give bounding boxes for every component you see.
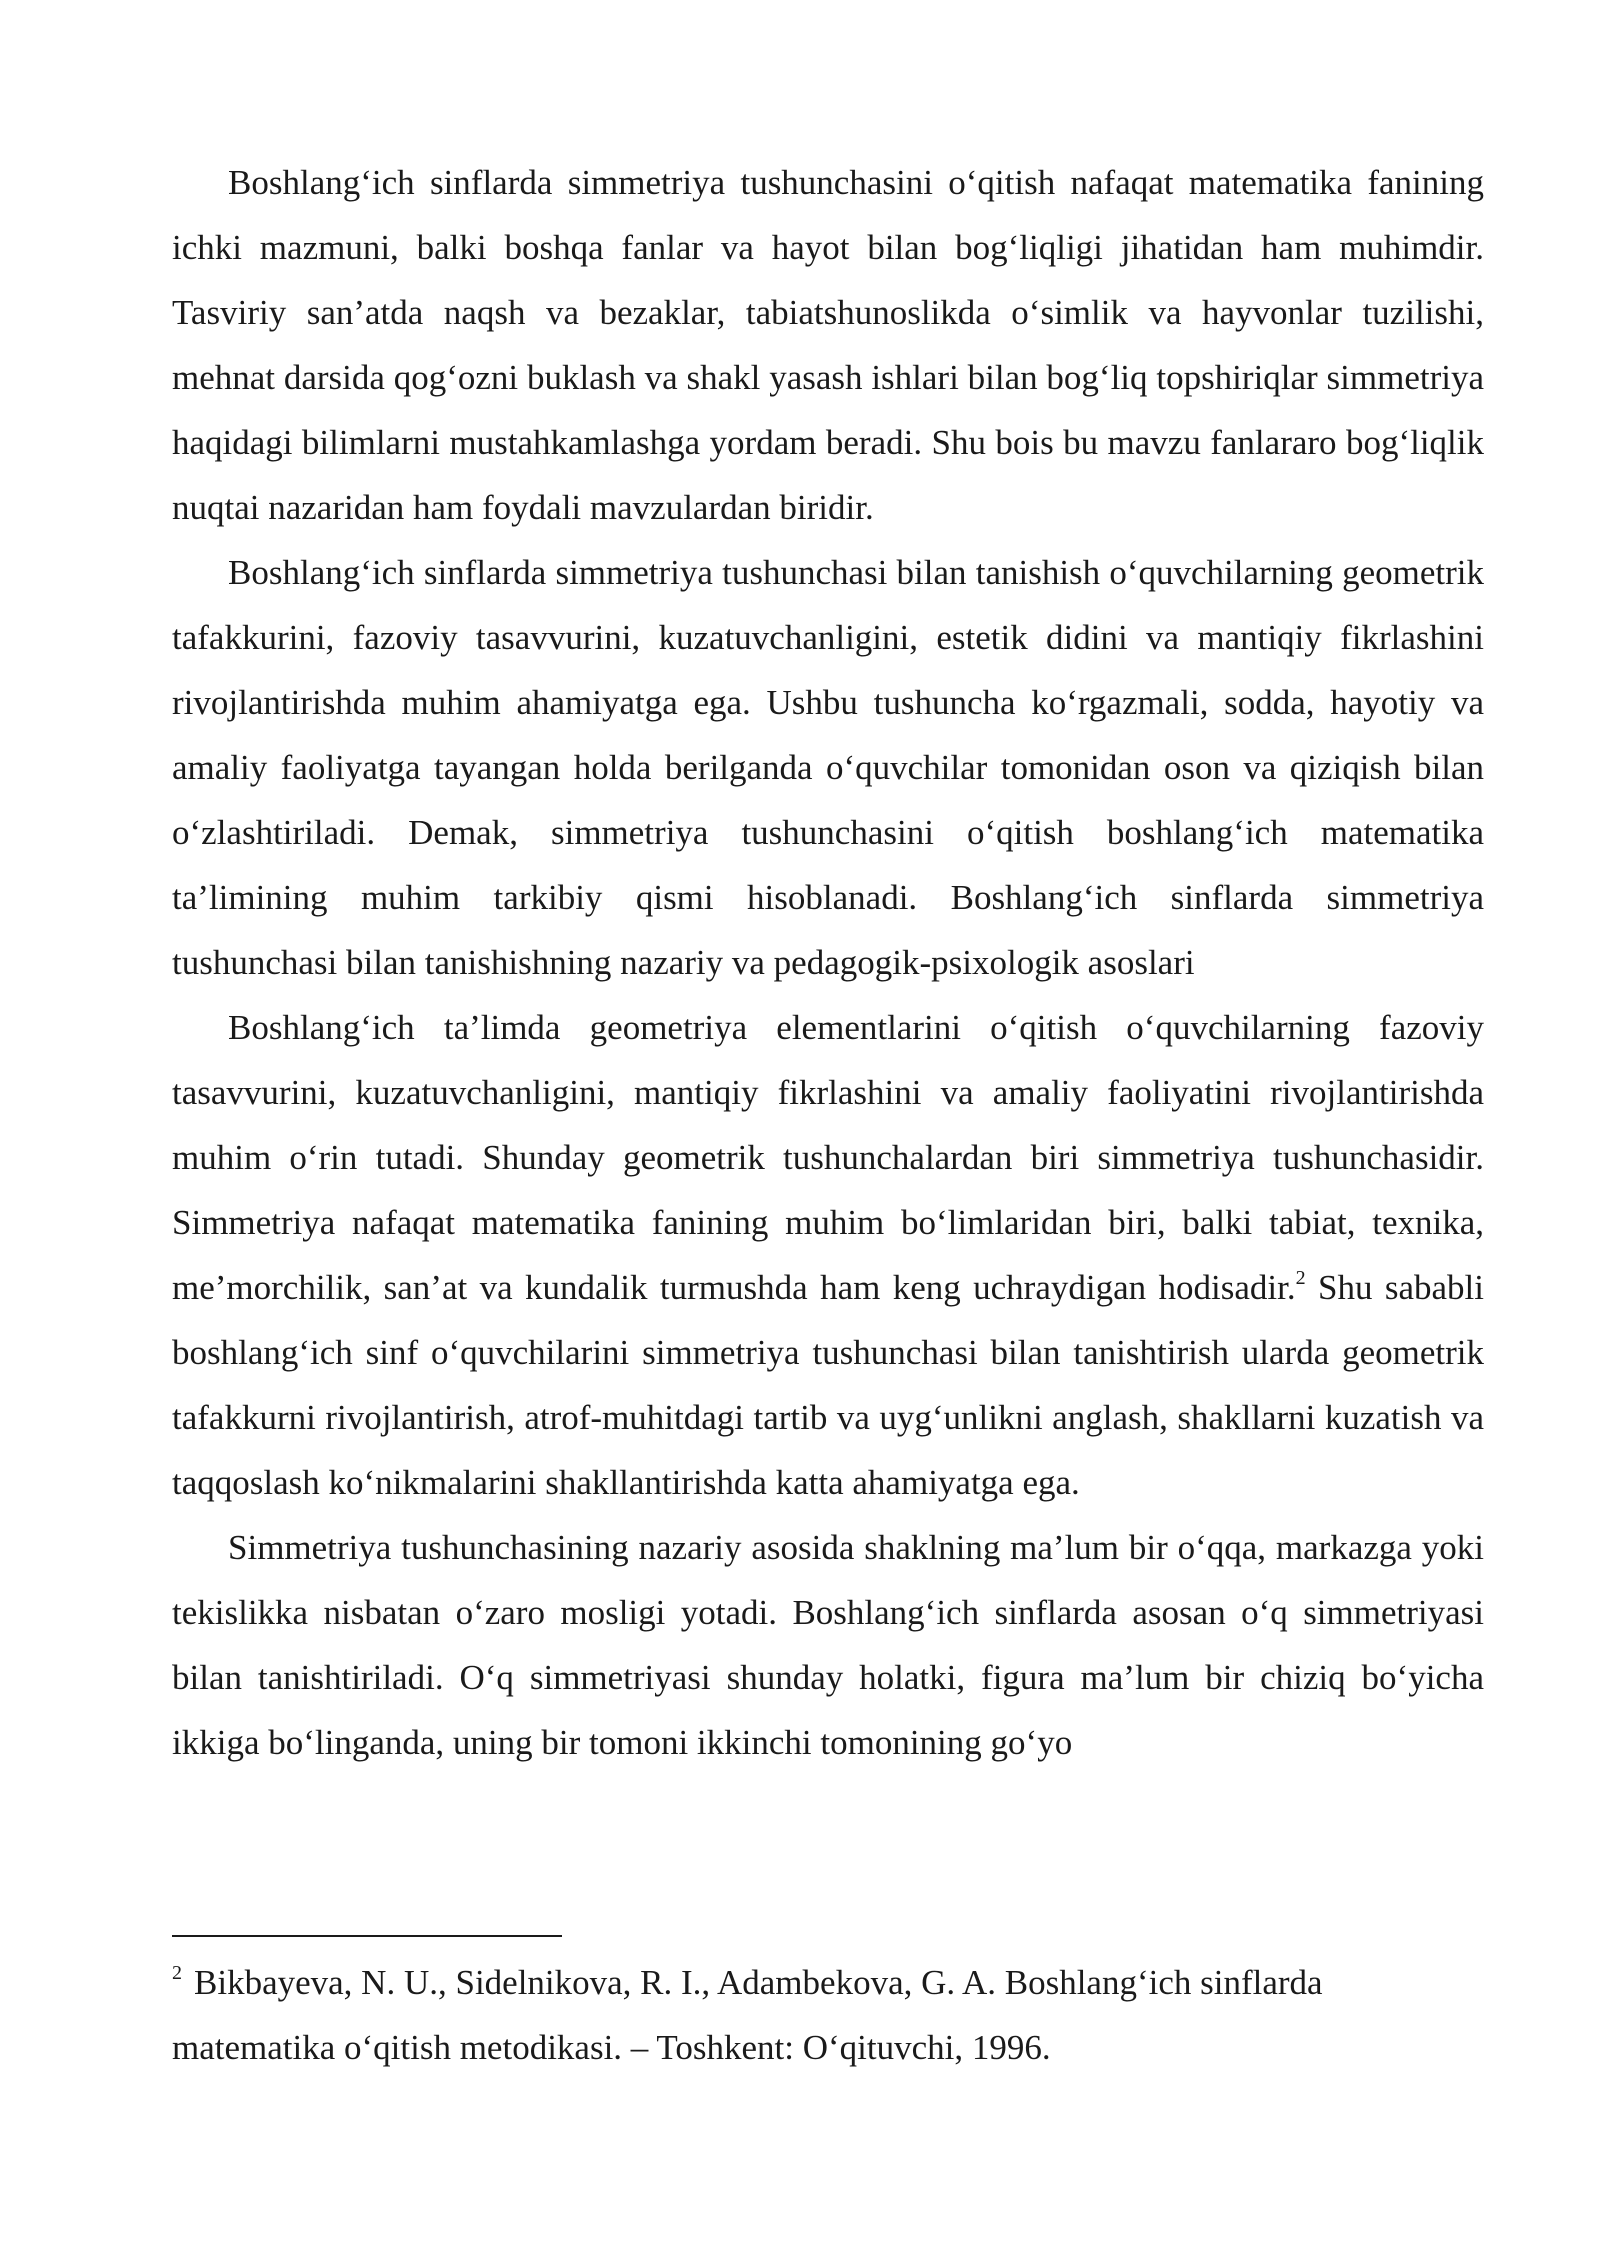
footnote-text: Bikbayeva, N. U., Sidelnikova, R. I., Adambekova, G. A. Boshlang‘ich sinflarda matematika o‘qitish metodikasi. – Toshkent: O‘qituvchi, 1996. [172,1963,1323,2067]
footnote-reference[interactable]: 2 [1295,1267,1306,1289]
paragraph-3-text-after-ref: Shu sababli boshlang‘ich sinf o‘quvchilarini simmetriya tushunchasi bilan tanishtirish ularda geometrik tafakkurni rivojlantirish, atrof-muhitdagi tartib va uyg‘unlikni anglash, shakllarni kuzatish va taqqoslash ko‘nikmalarini shakllantirishda katta ahamiyatga ega. [172,1268,1485,1502]
footnote [172,1950,1484,2080]
paragraph-3 [172,995,1484,1515]
footnote-separator [172,1935,562,1937]
paragraph-4: Simmetriya tushunchasining nazariy asosida shaklning ma’lum bir o‘qqa, markazga yoki tekislikka nisbatan o‘zaro mosligi yotadi. Boshlang‘ich sinflarda asosan o‘q simmetriyasi bilan tanishtiriladi. O‘q simmetriyasi shunday holatki, figura ma’lum bir chiziq bo‘yicha ikkiga bo‘linganda, uning bir tomoni ikkinchi tomonining go‘yo [172,1528,1484,1762]
paragraph-2: Boshlang‘ich sinflarda simmetriya tushunchasi bilan tanishish o‘quvchilarning geometrik tafakkurini, fazoviy tasavvurini, kuzatuvchanligini, estetik didini va mantiqiy fikrlashini rivojlantirishda muhim ahamiyatga ega. Ushbu tushuncha ko‘rgazmali, sodda, hayotiy va amaliy faoliyatga tayangan holda berilganda o‘quvchilar tomonidan oson va qiziqish bilan o‘zlashtiriladi. Demak, simmetriya tushunchasini o‘qitish boshlang‘ich matematika ta’limining muhim tarkibiy qismi hisoblanadi. Boshlang‘ich sinflarda simmetriya tushunchasi bilan tanishishning nazariy va pedagogik-psixologik asoslari [172,553,1484,982]
footnote-number: 2 [172,1962,182,1984]
paragraph-3-text-before-ref: Boshlang‘ich ta’limda geometriya elementlarini o‘qitish o‘quvchilarning fazoviy tasavvurini, kuzatuvchanligini, mantiqiy fikrlashini va amaliy faoliyatini rivojlantirishda muhim o‘rin tutadi. Shunday geometrik tushunchalardan biri simmetriya tushunchasidir. Simmetriya nafaqat matematika fanining muhim bo‘limlaridan biri, balki tabiat, texnika, me’morchilik, san’at va kundalik turmushda ham keng uchraydigan hodisadir. [172,1008,1484,1307]
body-text [172,150,1484,1775]
paragraph-1: Boshlang‘ich sinflarda simmetriya tushunchasini o‘qitish nafaqat matematika fanining ichki mazmuni, balki boshqa fanlar va hayot bilan bog‘liqligi jihatidan ham muhimdir. Tasviriy san’atda naqsh va bezaklar, tabiatshunoslikda o‘simlik va hayvonlar tuzilishi, mehnat darsida qog‘ozni buklash va shakl yasash ishlari bilan bog‘liq topshiriqlar simmetriya haqidagi bilimlarni mustahkamlashga yordam beradi. Shu bois bu mavzu fanlararo bog‘liqlik nuqtai nazaridan ham foydali mavzulardan biridir. [172,163,1484,527]
